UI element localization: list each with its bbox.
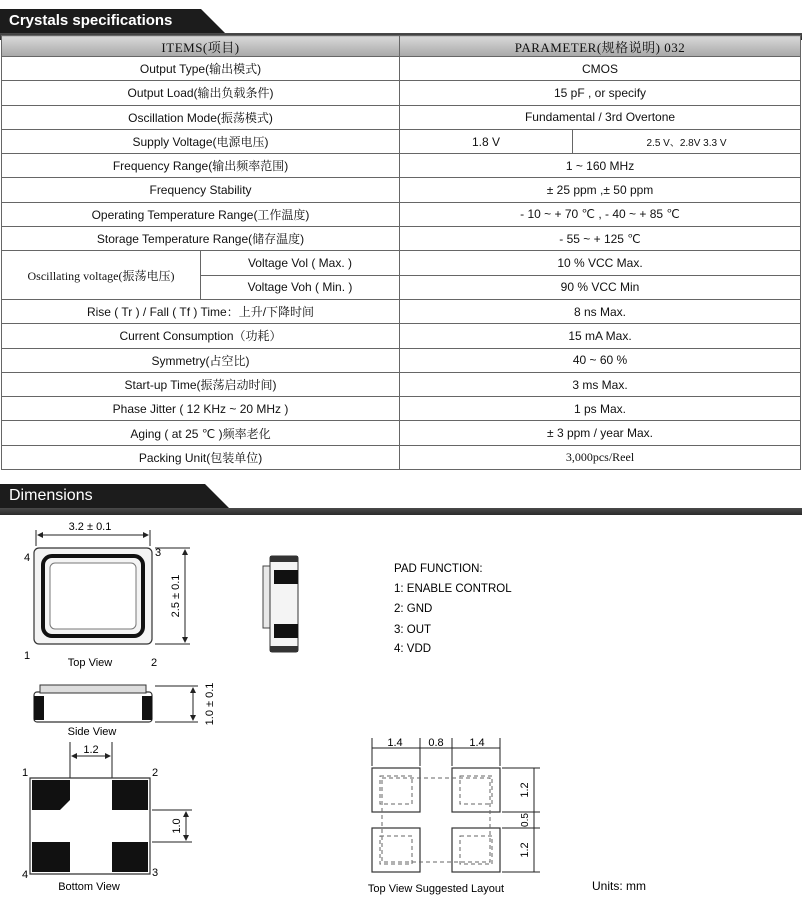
table-row [2,324,801,348]
layout-height-2: 1.2 [519,842,531,858]
table-row [2,299,801,323]
table-row [2,397,801,421]
row-item: Packing Unit(包装单位) [2,445,400,469]
pad-item: 1: ENABLE CONTROL [394,583,512,595]
table-row [2,154,801,178]
row-item: Symmetry(占空比) [2,348,400,372]
table-row [2,227,801,251]
row-item: Current Consumption（功耗） [2,324,400,348]
row-value: 1 ~ 160 MHz [400,154,801,178]
pin-label: 3 [155,547,162,559]
pin-label: 1 [22,767,29,779]
row-value: 40 ~ 60 % [400,348,801,372]
layout-width-1: 1.4 [387,737,403,749]
row-sub-item: Voltage Vol ( Max. ) [201,251,400,275]
dimension-drawing [0,516,802,916]
row-item: Output Type(输出模式) [2,57,400,81]
side-height-label: 1.0 ± 0.1 [204,682,216,726]
row-value: 15 pF , or specify [400,81,801,105]
header-parameter: PARAMETER(规格说明) 032 [400,36,801,57]
row-group: Oscillating voltage(振荡电压) [2,251,201,300]
row-sub-item: Voltage Voh ( Min. ) [201,275,400,299]
pin-label: 4 [22,869,29,881]
row-item: Frequency Stability [2,178,400,202]
row-value: ± 25 ppm ,± 50 ppm [400,178,801,202]
row-value: CMOS [400,57,801,81]
top-width-label: 3.2 ± 0.1 [68,521,112,533]
header-line [0,508,802,515]
pin-label: 1 [24,650,31,662]
row-value: - 55 ~ + 125 ℃ [400,227,801,251]
layout-height-1: 1.2 [519,782,531,798]
top-view [24,521,190,669]
table-row [2,372,801,396]
table-row [2,421,801,445]
table-row [2,129,801,153]
row-value: 3 ms Max. [400,372,801,396]
row-value: 10 % VCC Max. [400,251,801,275]
side-view [34,683,216,738]
units-label: Units: mm [592,879,646,893]
row-value: 1 ps Max. [400,397,801,421]
top-height-label: 2.5 ± 0.1 [170,574,182,618]
dimensions-title: Dimensions [0,484,205,508]
specs-table [1,35,801,470]
row-value: 8 ns Max. [400,299,801,323]
row-value-split [400,129,801,153]
row-value: ± 3 ppm / year Max. [400,421,801,445]
table-row [2,251,801,275]
pad-function [394,563,512,655]
suggested-layout [368,737,540,895]
row-value: - 10 ~ + 70 ℃ , - 40 ~ + 85 ℃ [400,202,801,226]
side-view-caption: Side View [67,726,117,738]
row-item: Oscillation Mode(振荡模式) [2,105,400,129]
table-row [2,202,801,226]
supply-voltage-b: 2.5 V、2.8V 3.3 V [646,138,727,150]
bottom-view-caption: Bottom View [58,881,120,893]
pin-label: 2 [151,657,158,669]
table-row [2,57,801,81]
header-items: ITEMS(项目) [2,36,400,57]
header-slant [201,9,225,33]
row-value: Fundamental / 3rd Overtone [400,105,801,129]
bottom-view [22,742,192,893]
top-view-caption: Top View [67,657,113,669]
row-item: Operating Temperature Range(工作温度) [2,202,400,226]
row-item: Start-up Time(振荡启动时间) [2,372,400,396]
table-row [2,348,801,372]
bottom-width-label: 1.2 [83,744,99,756]
layout-vgap: 0.5 [520,813,531,827]
header-slant [205,484,229,508]
pin-label: 3 [152,867,159,879]
pad-item: 2: GND [394,603,433,615]
row-item: Storage Temperature Range(储存温度) [2,227,400,251]
row-item: Aging ( at 25 ℃ )频率老化 [2,421,400,445]
row-item: Phase Jitter ( 12 KHz ~ 20 MHz ) [2,397,400,421]
row-value: 90 % VCC Min [400,275,801,299]
row-item: Rise ( Tr ) / Fall ( Tf ) Time：上升/下降时间 [2,299,400,323]
dimensions-header-bar [0,484,802,516]
table-row [2,178,801,202]
row-value: 3,000pcs/Reel [400,445,801,469]
side-profile [263,556,298,652]
row-item: Frequency Range(输出频率范围) [2,154,400,178]
row-item: Supply Voltage(电源电压) [2,129,400,153]
bottom-height-label: 1.0 [171,818,183,834]
specs-title: Crystals specifications [0,9,201,33]
table-row [2,445,801,469]
layout-caption: Top View Suggested Layout [367,883,505,895]
pin-label: 2 [152,767,159,779]
row-item: Output Load(输出负载条件) [2,81,400,105]
pad-title: PAD FUNCTION: [394,563,483,575]
supply-voltage-a: 1.8 V [400,130,573,153]
row-value: 15 mA Max. [400,324,801,348]
table-header-row [2,36,801,57]
table-row [2,105,801,129]
layout-width-2: 1.4 [469,737,485,749]
pin-label: 4 [24,552,31,564]
layout-gap: 0.8 [428,737,444,749]
pad-item: 3: OUT [394,624,432,636]
pad-item: 4: VDD [394,643,432,655]
table-row [2,81,801,105]
